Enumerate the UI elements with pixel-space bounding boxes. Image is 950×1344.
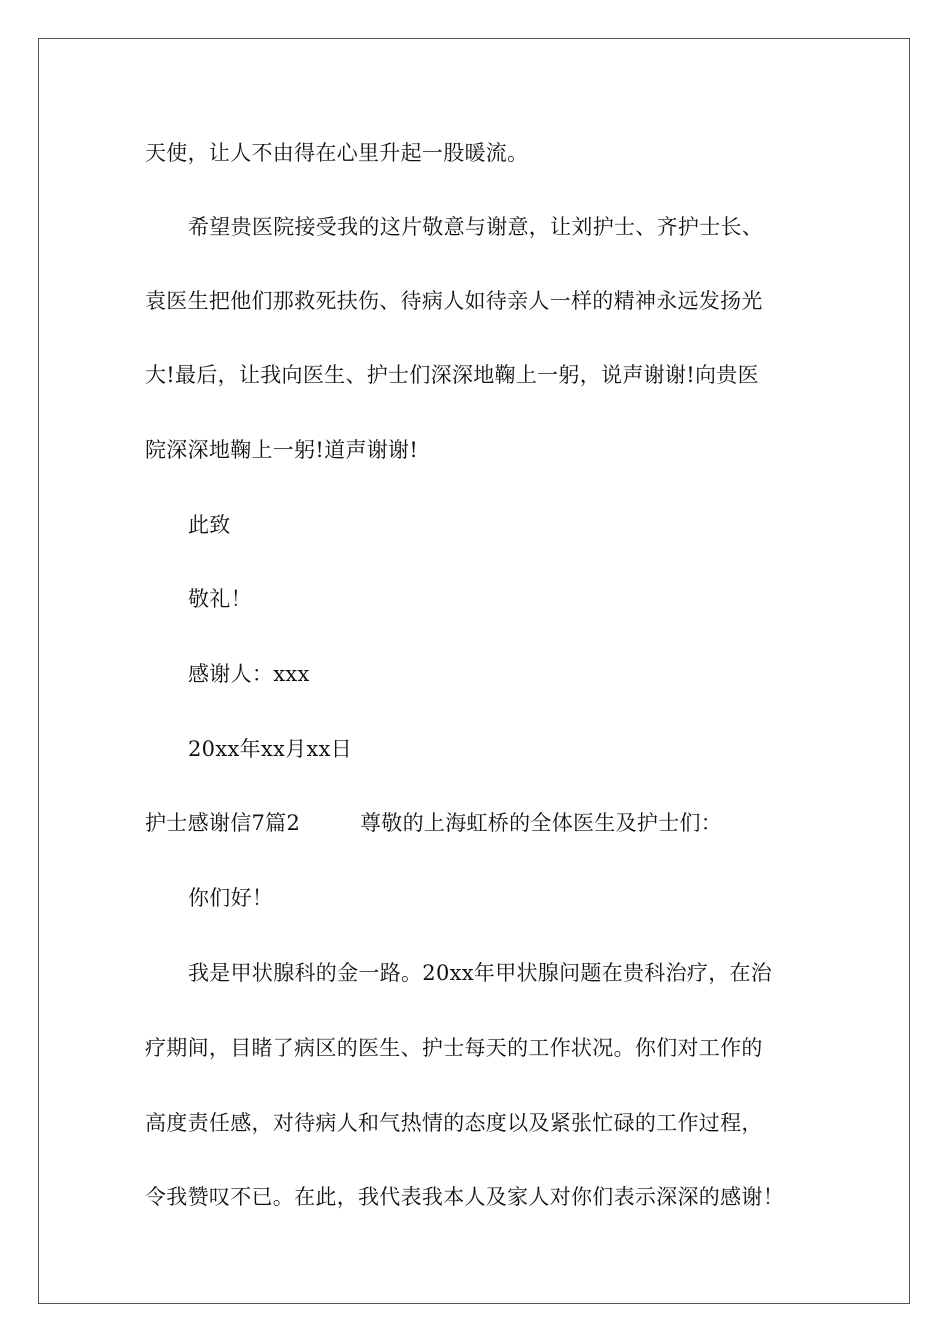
- letter2-line-4: 令我赞叹不已。在此，我代表我本人及家人对你们表示深深的感谢！: [145, 1185, 784, 1209]
- letter1-line-1: 天使，让人不由得在心里升起一股暖流。: [145, 141, 529, 165]
- letter2-line-1: 我是甲状腺科的金一路。20xx年甲状腺问题在贵科治疗，在治: [188, 961, 773, 985]
- letter1-line-5: 院深深地鞠上一躬!道声谢谢!: [145, 438, 419, 462]
- letter1-line-4: 大!最后，让我向医生、护士们深深地鞠上一躬，说声谢谢!向贵医: [145, 363, 759, 387]
- closing-salute: 敬礼！: [188, 587, 252, 611]
- letter-date: 20xx年xx月xx日: [188, 737, 353, 761]
- letter1-line-3: 袁医生把他们那救死扶伤、待病人如待亲人一样的精神永远发扬光: [145, 289, 763, 313]
- letter2-addressee: 尊敬的上海虹桥的全体医生及护士们：: [360, 811, 723, 835]
- letter2-line-3: 高度责任感，对待病人和气热情的态度以及紧张忙碌的工作过程，: [145, 1111, 763, 1135]
- letter2-greeting: 你们好！: [188, 886, 274, 910]
- letter2-line-2: 疗期间，目睹了病区的医生、护士每天的工作状况。你们对工作的: [145, 1036, 763, 1060]
- letter2-title: 护士感谢信7篇2: [145, 811, 301, 835]
- signature: 感谢人：xxx: [188, 662, 310, 686]
- letter1-line-2: 希望贵医院接受我的这片敬意与谢意，让刘护士、齐护士长、: [188, 215, 764, 239]
- closing-phrase: 此致: [188, 513, 231, 537]
